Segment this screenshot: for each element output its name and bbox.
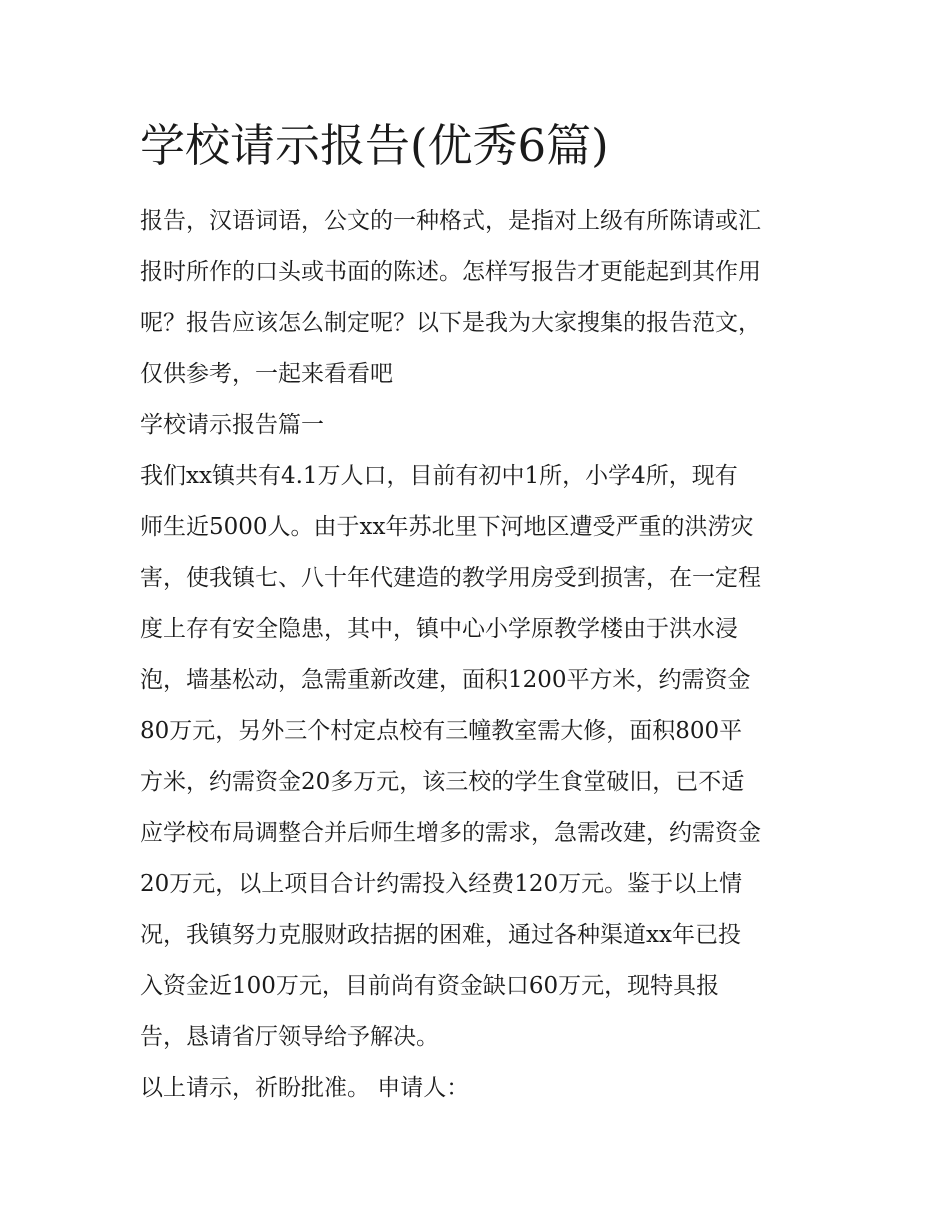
body-line-6: 80万元，另外三个村定点校有三幢教室需大修，面积800平 (140, 718, 743, 744)
intro-line-3: 呢？报告应该怎么制定呢？以下是我为大家搜集的报告范文， (140, 310, 761, 336)
document-title: 学校请示报告(优秀6篇) (140, 119, 609, 172)
body-line-7: 方米，约需资金20多万元，该三校的学生食堂破旧，已不适 (140, 769, 745, 795)
body-line-9: 20万元，以上项目合计约需投入经费120万元。鉴于以上情 (140, 871, 743, 897)
body-line-5: 泡，墙基松动，急需重新改建，面积1200平方米，约需资金 (140, 667, 751, 693)
body-line-8: 应学校布局调整合并后师生增多的需求，急需改建，约需资金 (140, 820, 761, 846)
intro-line-2: 报时所作的口头或书面的陈述。怎样写报告才更能起到其作用 (140, 259, 761, 285)
body-line-3: 害，使我镇七、八十年代建造的教学用房受到损害，在一定程 (140, 565, 761, 591)
body-line-4: 度上存有安全隐患，其中，镇中心小学原教学楼由于洪水浸 (140, 616, 738, 642)
body-line-10: 况，我镇努力克服财政拮据的困难，通过各种渠道xx年已投 (140, 922, 741, 948)
body-line-12: 告，恳请省厅领导给予解决。 (140, 1024, 439, 1050)
body-line-11: 入资金近100万元，目前尚有资金缺口60万元，现特具报 (140, 973, 720, 999)
intro-line-1: 报告，汉语词语，公文的一种格式，是指对上级有所陈请或汇 (140, 208, 761, 234)
intro-line-4: 仅供参考，一起来看看吧 (140, 361, 393, 387)
body-line-2: 师生近5000人。由于xx年苏北里下河地区遭受严重的洪涝灾 (140, 514, 754, 540)
section-heading: 学校请示报告篇一 (140, 412, 324, 438)
body-line-1: 我们xx镇共有4.1万人口，目前有初中1所，小学4所，现有 (140, 463, 738, 489)
closing-line: 以上请示，祈盼批准。 申请人： (140, 1075, 470, 1101)
